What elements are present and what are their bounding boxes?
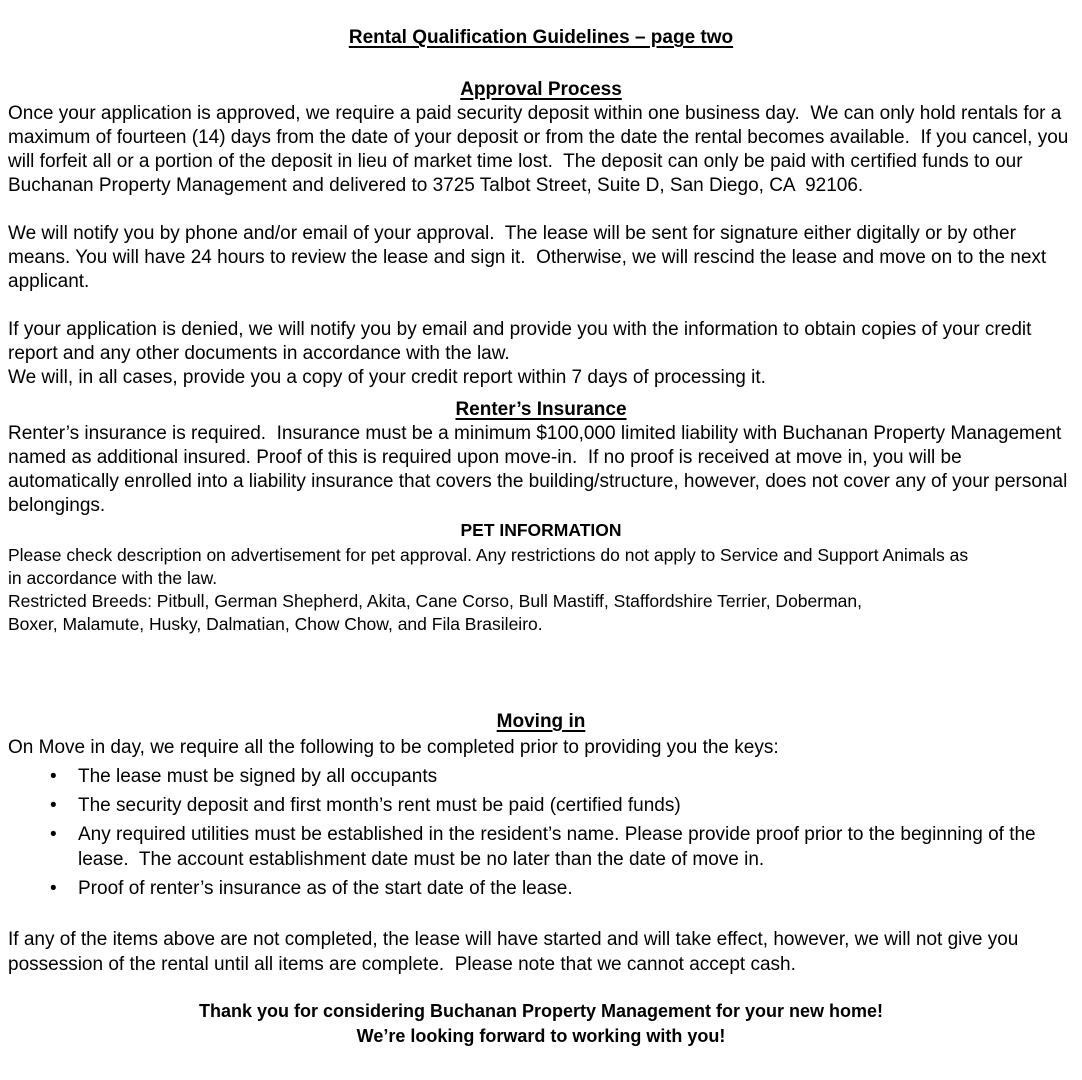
list-item: • Proof of renter’s insurance as of the start date of the lease. bbox=[8, 876, 1074, 901]
renters-insurance-heading: Renter’s Insurance bbox=[455, 399, 627, 420]
list-item: • The security deposit and first month’s rent must be paid (certified funds) bbox=[8, 793, 1074, 818]
pet-information-heading: PET INFORMATION bbox=[460, 520, 622, 540]
pet-information-paragraph bbox=[8, 544, 1074, 636]
list-item: • Any required utilities must be established in the resident’s name. Please provide proof prior to the beginning of the lease. The account establishment date must be no later than the date of move in. bbox=[8, 822, 1074, 872]
denial-notice-text: If your application is denied, we will notify you by email and provide you with the information to obtain copies of your credit report and any other documents in accordance with the law. bbox=[8, 319, 1037, 364]
closing-thanks bbox=[8, 999, 1074, 1049]
approval-process-heading: Approval Process bbox=[460, 79, 622, 100]
list-item: • The lease must be signed by all occupants bbox=[8, 764, 1074, 789]
pet-approval-line-1: Please check description on advertisement for pet approval. Any restrictions do not apply to Service and Support Animals as bbox=[8, 545, 969, 565]
approval-paragraph-1: Once your application is approved, we require a paid security deposit within one business day. We can only hold rentals for a maximum of fourteen (14) days from the date of your deposit or from the date the rental becomes available. If you cancel, you will forfeit all or a portion of the deposit in lieu of market time lost. The deposit can only be paid with certified funds to our Buchanan Property Management and delivered to 3725 Talbot Street, Suite D, San Diego, CA 92106. bbox=[8, 103, 1074, 196]
approval-paragraph-2: We will notify you by phone and/or email of your approval. The lease will be sent for signature either digitally or by other means. You will have 24 hours to review the lease and sign it. Otherwise, we will rescind the lease and move on to the next applicant. bbox=[8, 223, 1052, 292]
moving-in-heading: Moving in bbox=[496, 711, 586, 732]
thanks-line-1: Thank you for considering Buchanan Property Management for your new home! bbox=[198, 1001, 884, 1021]
restricted-breeds-line-1: Restricted Breeds: Pitbull, German Shepherd, Akita, Cane Corso, Bull Mastiff, Staffordshire Terrier, Doberman, bbox=[8, 591, 863, 611]
credit-report-copy-text: We will, in all cases, provide you a copy of your credit report within 7 days of processing it. bbox=[8, 367, 766, 388]
renters-insurance-paragraph: Renter’s insurance is required. Insurance must be a minimum $100,000 limited liability with Buchanan Property Management named as additional insured. Proof of this is required upon move-in. If no proof is received at move in, you will be automatically enrolled into a liability insurance that covers the building/structure, however, does not cover any of your personal belongings. bbox=[8, 423, 1073, 516]
pet-approval-line-2: in accordance with the law. bbox=[8, 568, 218, 588]
denial-paragraph bbox=[8, 318, 1074, 390]
thanks-line-2: We’re looking forward to working with you! bbox=[356, 1026, 726, 1046]
restricted-breeds-line-2: Boxer, Malamute, Husky, Dalmatian, Chow Chow, and Fila Brasileiro. bbox=[8, 614, 543, 634]
incomplete-items-paragraph: If any of the items above are not completed, the lease will have started and will take effect, however, we will not give you possession of the rental until all items are complete. Please note that we cannot accept cash. bbox=[8, 929, 1024, 975]
moving-in-intro: On Move in day, we require all the following to be completed prior to providing you the keys: bbox=[8, 737, 779, 758]
page-title: Rental Qualification Guidelines – page two bbox=[348, 27, 734, 48]
moving-in-checklist bbox=[8, 764, 1074, 901]
